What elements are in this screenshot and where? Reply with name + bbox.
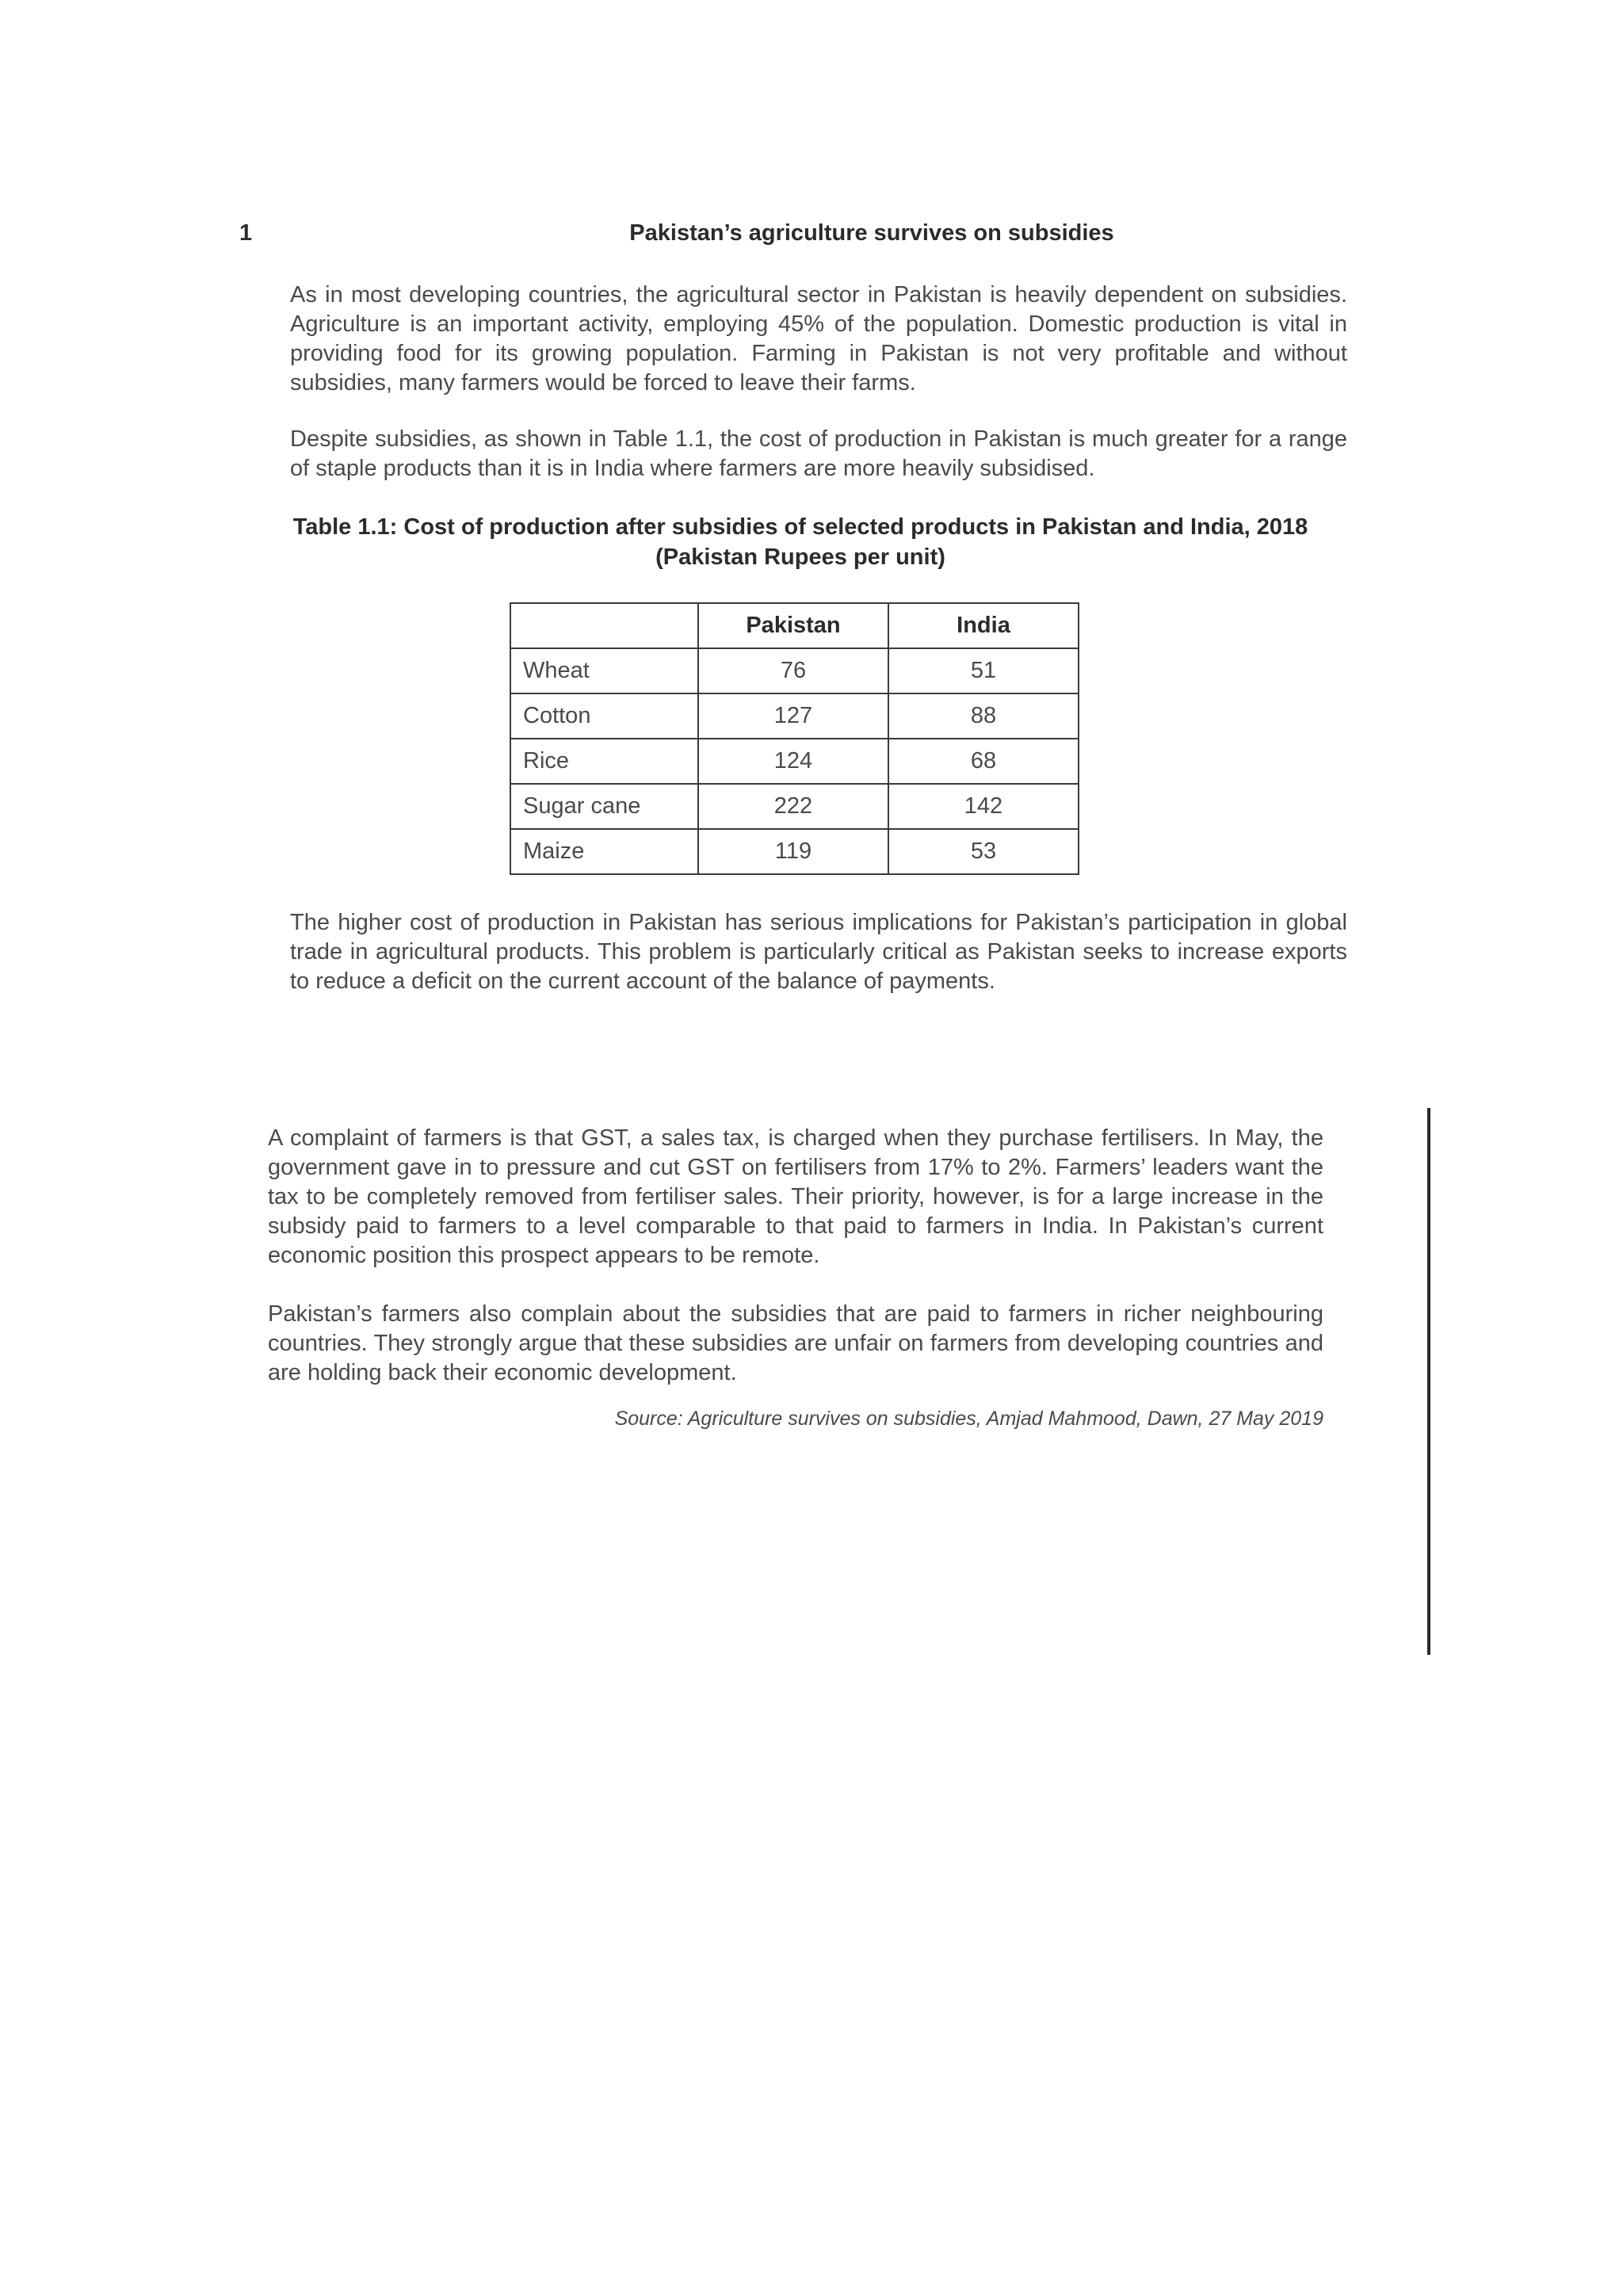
table-cell-india: 142 <box>888 784 1079 829</box>
table-cell-india: 88 <box>888 693 1079 739</box>
table-cell-product: Sugar cane <box>510 784 698 829</box>
table-header-product <box>510 603 698 648</box>
table-header-pakistan: Pakistan <box>698 603 888 648</box>
table-header-row <box>510 603 1079 648</box>
paragraph-5: Pakistan’s farmers also complain about the subsidies that are paid to farmers in richer neighbouring countries. They strongly argue that these subsidies are unfair on farmers from developing countries and are holding back their economic development. <box>268 1301 1323 1385</box>
table-cell-pakistan: 124 <box>698 739 888 784</box>
table-row <box>510 648 1079 693</box>
cost-table <box>510 602 1079 875</box>
table-header-india: India <box>888 603 1079 648</box>
page-title: Pakistan’s agriculture survives on subsidies <box>629 220 1114 246</box>
table-row <box>510 784 1079 829</box>
table-row <box>510 693 1079 739</box>
source-citation: Source: Agriculture survives on subsidies, Amjad Mahmood, Dawn, 27 May 2019 <box>614 1408 1323 1430</box>
table-row <box>510 829 1079 874</box>
margin-divider <box>1427 1108 1430 1655</box>
table-cell-india: 51 <box>888 648 1079 693</box>
table-cell-product: Cotton <box>510 693 698 739</box>
table-cell-pakistan: 127 <box>698 693 888 739</box>
paragraph-2: Despite subsidies, as shown in Table 1.1, the cost of production in Pakistan is much greater for a range of staple products than it is in India where farmers are more heavily subsidised. <box>290 426 1347 481</box>
paragraph-1: As in most developing countries, the agricultural sector in Pakistan is heavily dependent on subsidies. Agriculture is an important activity, employing 45% of the population. Domestic production is vital in providing food for its growing population. Farming in Pakistan is not very profitable and without subsidies, many farmers would be forced to leave their farms. <box>290 282 1347 395</box>
table-cell-product: Wheat <box>510 648 698 693</box>
table-caption <box>238 512 1363 572</box>
table-cell-pakistan: 222 <box>698 784 888 829</box>
paragraph-3: The higher cost of production in Pakistan has serious implications for Pakistan’s participation in global trade in agricultural products. This problem is particularly critical as Pakistan seeks to increase exports to reduce a deficit on the current account of the balance of payments. <box>290 910 1347 994</box>
paragraph-4: A complaint of farmers is that GST, a sales tax, is charged when they purchase fertilisers. In May, the government gave in to pressure and cut GST on fertilisers from 17% to 2%. Farmers’ leaders want the tax to be completely removed from fertiliser sales. Their priority, however, is for a large increase in the subsidy paid to farmers to a level comparable to that paid to farmers in India. In Pakistan’s current economic position this prospect appears to be remote. <box>268 1125 1323 1268</box>
table-cell-product: Rice <box>510 739 698 784</box>
table-caption-title: Table 1.1: Cost of production after subsidies of selected products in Pakistan and India, 2018 <box>292 514 1308 540</box>
table-cell-product: Maize <box>510 829 698 874</box>
table-cell-pakistan: 76 <box>698 648 888 693</box>
table-cell-india: 68 <box>888 739 1079 784</box>
table-cell-india: 53 <box>888 829 1079 874</box>
question-number: 1 <box>239 220 253 246</box>
table-caption-units: (Pakistan Rupees per unit) <box>655 544 945 570</box>
table-cell-pakistan: 119 <box>698 829 888 874</box>
table-row <box>510 739 1079 784</box>
